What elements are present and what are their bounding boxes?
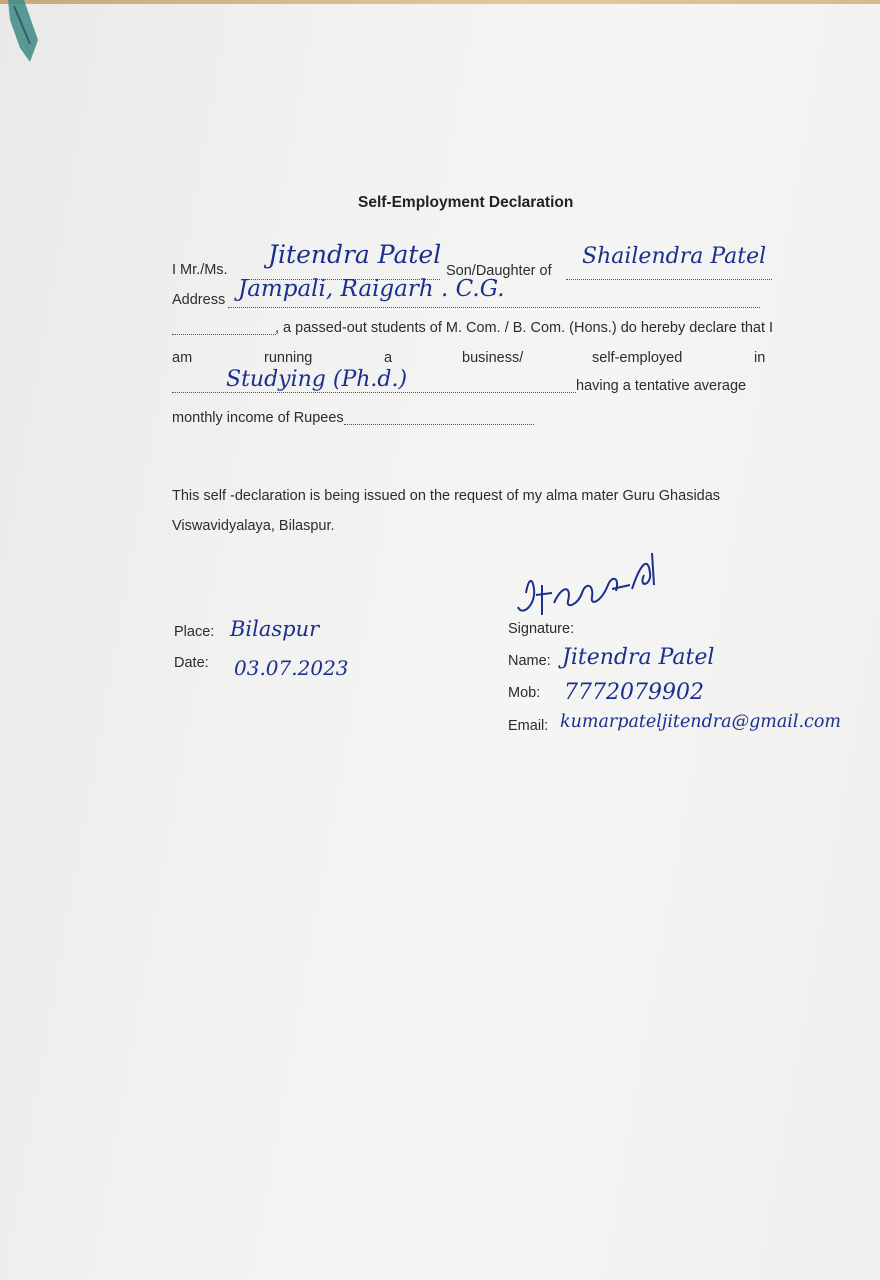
date-value: 03.07.2023 bbox=[234, 656, 349, 680]
place-value: Bilaspur bbox=[230, 617, 320, 641]
relation-label: Son/Daughter of bbox=[446, 263, 552, 279]
signature-label: Signature: bbox=[508, 621, 575, 637]
parent-name: Shailendra Patel bbox=[582, 244, 767, 269]
document-title: Self-Employment Declaration bbox=[358, 194, 574, 211]
declaration-text: , a passed-out students of M. Com. / B. Com. (Hons.) do hereby declare that I bbox=[275, 320, 774, 336]
request-line-2: Viswavidyalaya, Bilaspur. bbox=[172, 518, 335, 534]
occupation-dotted-line bbox=[172, 392, 576, 393]
email-value: kumarpateljitendra@gmail.com bbox=[560, 712, 841, 732]
mob-value: 7772079902 bbox=[564, 680, 704, 705]
word-in: in bbox=[754, 350, 766, 366]
line3-dotted bbox=[172, 334, 276, 335]
address-dotted-line bbox=[228, 307, 760, 308]
address-label: Address bbox=[172, 292, 226, 308]
occupation-value: Studying (Ph.d.) bbox=[226, 367, 408, 392]
word-self-employed: self-employed bbox=[592, 350, 683, 366]
word-business: business/ bbox=[462, 350, 524, 366]
signer-name: Jitendra Patel bbox=[562, 645, 715, 670]
handwritten-signature bbox=[512, 545, 672, 630]
request-line-1: This self -declaration is being issued on the request of my alma mater Guru Ghasidas bbox=[172, 488, 721, 504]
monthly-income-label: monthly income of Rupees bbox=[172, 410, 344, 426]
email-label: Email: bbox=[508, 718, 549, 734]
word-a: a bbox=[384, 350, 393, 366]
declarant-name: Jitendra Patel bbox=[268, 240, 442, 269]
name-label: Name: bbox=[508, 653, 551, 669]
income-dotted-line bbox=[344, 424, 534, 425]
mr-ms-label: I Mr./Ms. bbox=[172, 262, 228, 278]
parent-dotted-line bbox=[566, 279, 772, 280]
address-value: Jampali, Raigarh . C.G. bbox=[238, 276, 505, 302]
mob-label: Mob: bbox=[508, 685, 541, 701]
place-label: Place: bbox=[174, 624, 215, 640]
word-running: running bbox=[264, 350, 313, 366]
date-label: Date: bbox=[174, 655, 209, 671]
income-text: having a tentative average bbox=[576, 378, 747, 394]
word-am: am bbox=[172, 350, 193, 366]
